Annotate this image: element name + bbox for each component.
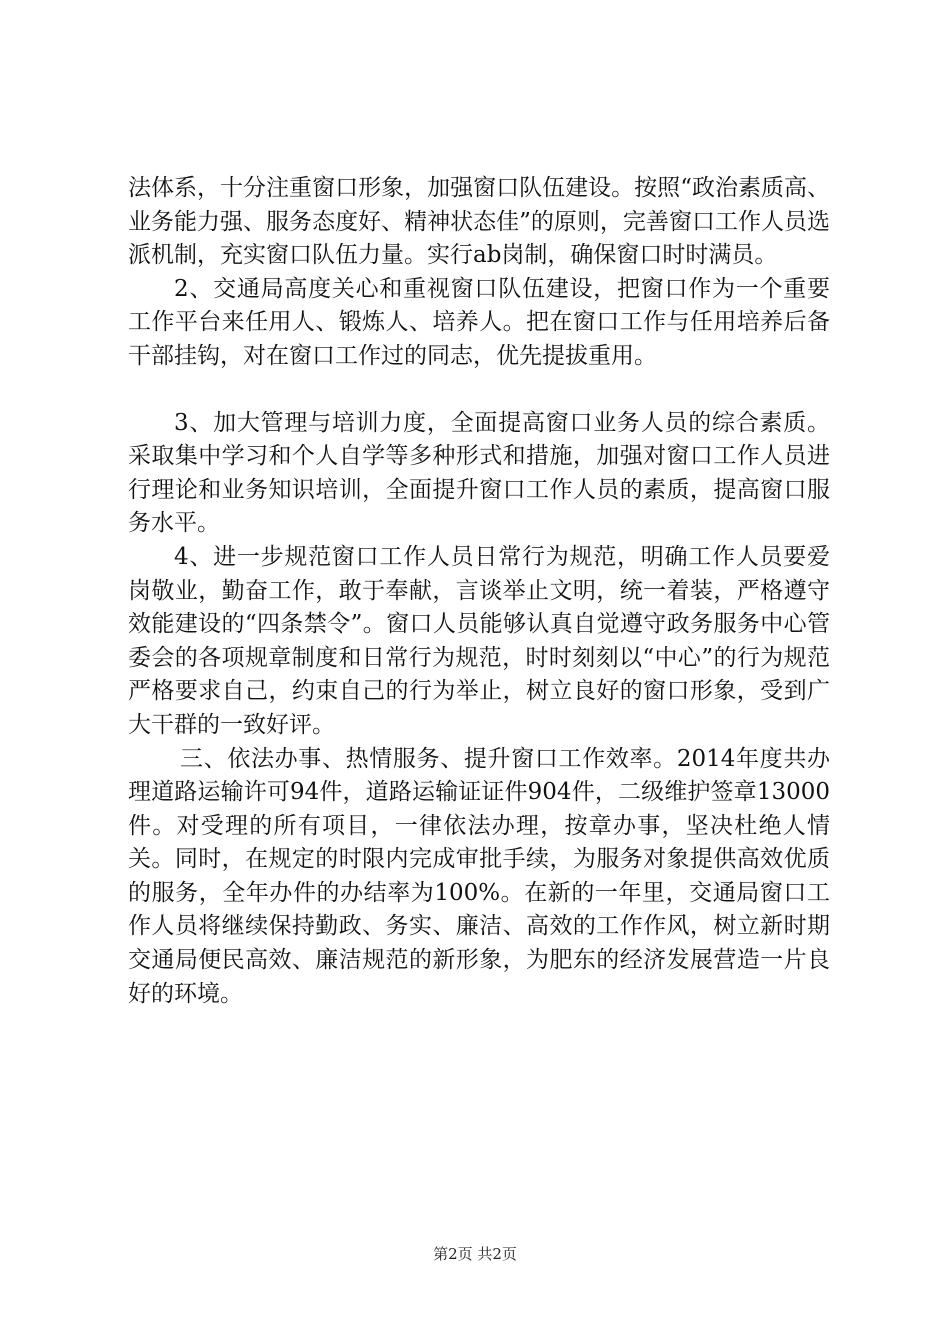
paragraph-section-3: 三、依法办事、热情服务、提升窗口工作效率。2014年度共办理道路运输许可94件，道路运输证证件904件，二级维护签章13000件。对受理的所有项目，一律依法办理，按章办事，坚决杜绝人情关。同时，在规定的时限内完成审批手续，为服务对象提供高效优质的服务，全年办件的办结率为100%。在新的一年里，交通局窗口工作人员将继续保持勤政、务实、廉洁、高效的工作作风，树立新时期交通局便民高效、廉洁规范的新形象，为肥东的经济发展营造一片良好的环境。 [128, 745, 830, 1007]
paragraph-continuation: 法体系，十分注重窗口形象，加强窗口队伍建设。按照“政治素质高、业务能力强、服务态度好、精神状态佳”的原则，完善窗口工作人员选派机制，充实窗口队伍力量。实行ab岗制，确保窗口时时满员。 [128, 175, 830, 269]
document-body [128, 172, 830, 1011]
paragraph-item-3: 3、加大管理与培训力度，全面提高窗口业务人员的综合素质。采取集中学习和个人自学等多种形式和措施，加强对窗口工作人员进行理论和业务知识培训，全面提升窗口工作人员的素质，提高窗口服务水平。 [128, 409, 830, 537]
paragraph-item-4: 4、进一步规范窗口工作人员日常行为规范，明确工作人员要爱岗敬业，勤奋工作，敢于奉献，言谈举止文明，统一着装，严格遵守效能建设的“四条禁令”。窗口人员能够认真自觉遵守政务服务中心管委会的各项规章制度和日常行为规范，时时刻刻以“中心”的行为规范严格要求自己，约束自己的行为举止，树立良好的窗口形象，受到广大干群的一致好评。 [128, 543, 830, 738]
page-number-footer: 第2页 共2页 [433, 1245, 517, 1263]
paragraph-item-2: 2、交通局高度关心和重视窗口队伍建设，把窗口作为一个重要工作平台来任用人、锻炼人、培养人。把在窗口工作与任用培养后备干部挂钩，对在窗口工作过的同志，优先提拔重用。 [128, 275, 830, 369]
paragraph-spacer [128, 374, 830, 407]
